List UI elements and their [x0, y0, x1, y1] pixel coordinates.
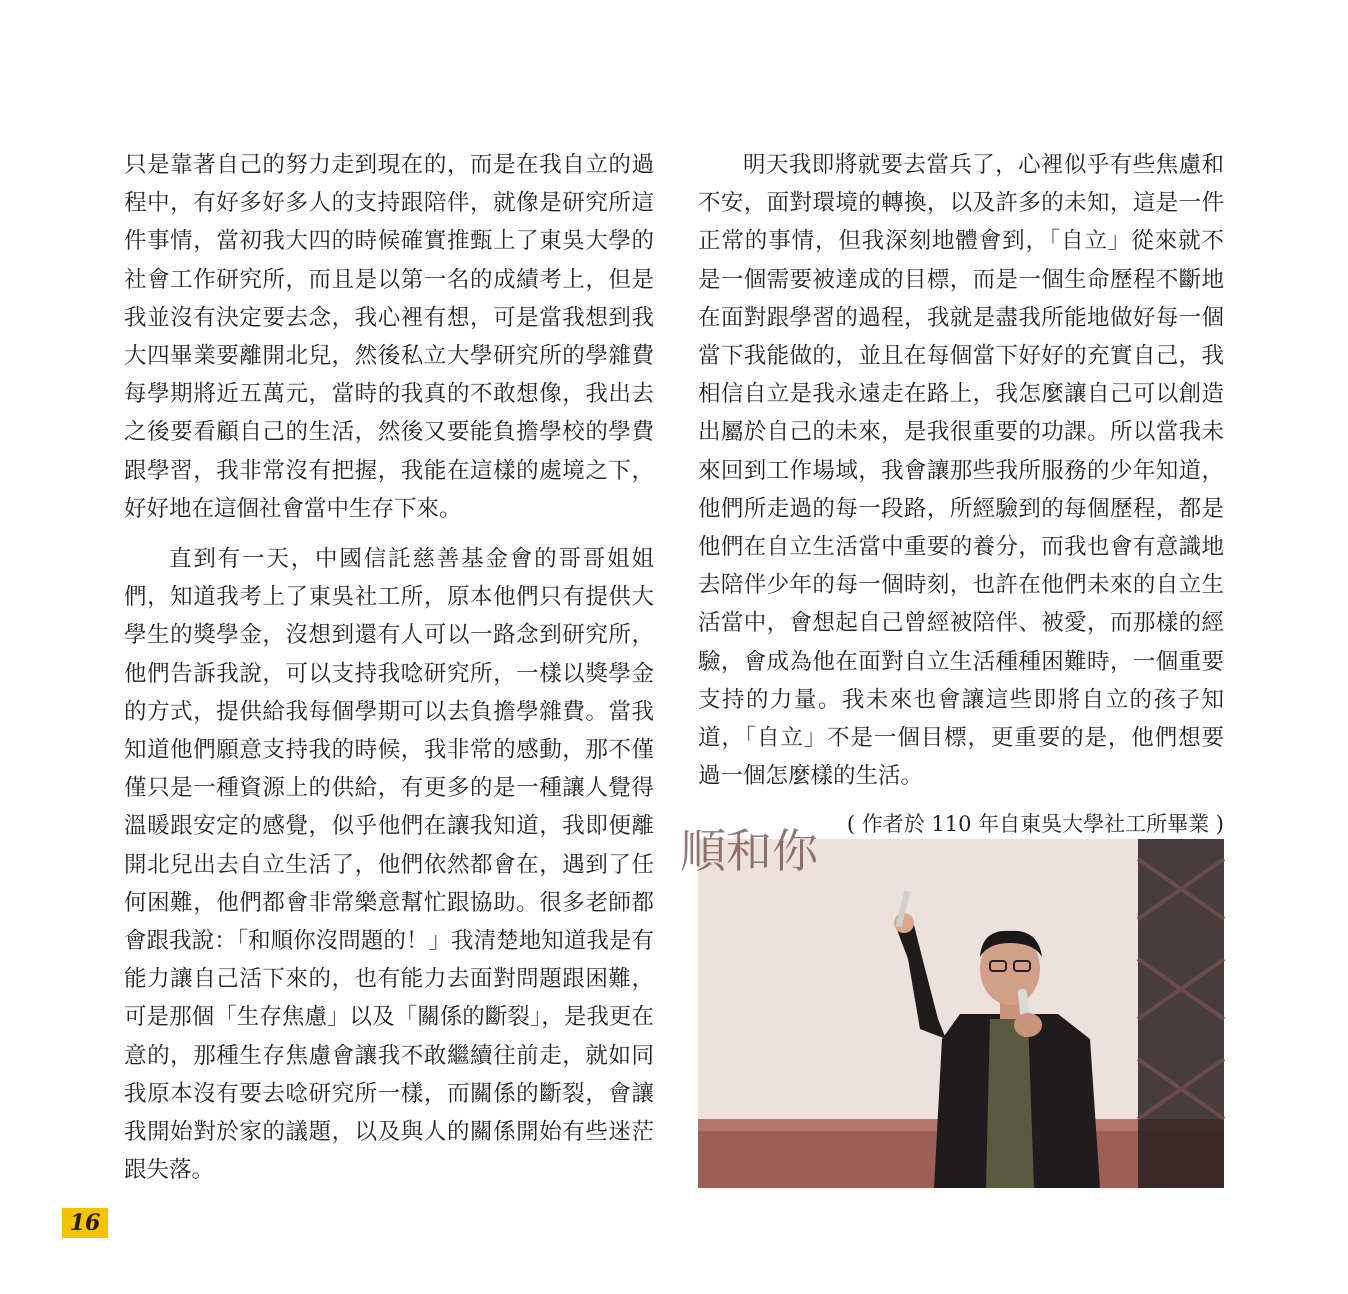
paragraph: 只是靠著自己的努力走到現在的，而是在我自立的過程中，有好多好多人的支持跟陪伴，就像是研究所這件事情，當初我大四的時候確實推甄上了東吳大學的社會工作研究所，而且是以第一名的成績考上，但是我並沒有決定要去念，我心裡有想，可是當我想到我大四畢業要離開北兒，然後私立大學研究所的學雜費每學期將近五萬元，當時的我真的不敢想像，我出去之後要看顧自己的生活，然後又要能負擔學校的學費跟學習，我非常沒有把握，我能在這樣的處境之下，好好地在這個社會當中生存下來。: [124, 152, 654, 522]
paragraph: 明天我即將就要去當兵了，心裡似乎有些焦慮和不安，面對環境的轉換，以及許多的未知，這是一件正常的事情，但我深刻地體會到，「自立」從來就不是一個需要被達成的目標，而是一個生命歷程不斷地在面對跟學習的過程，我就是盡我所能地做好每一個當下我能做的，並且在每個當下好好的充實自己，我相信自立是我永遠走在路上，我怎麼讓自己可以創造出屬於自己的未來，是我很重要的功課。所以當我未來回到工作場域，我會讓那些我所服務的少年知道，他們所走過的每一段路，所經驗到的每個歷程，都是他們在自立生活當中重要的養分，而我也會有意識地去陪伴少年的每一個時刻，也許在他們未來的自立生活當中，會想起自己曾經被陪伴、被愛，而那樣的經驗，會成為他在面對自立生活種種困難時，一個重要支持的力量。我未來也會讓這些即將自立的孩子知道，「自立」不是一個目標，更重要的是，他們想要過一個怎麼樣的生活。: [698, 152, 1224, 790]
page-number: 16: [62, 1208, 108, 1238]
paragraph: 直到有一天，中國信託慈善基金會的哥哥姐姐們，知道我考上了東吳社工所，原本他們只有提供大學生的獎學金，沒想到還有人可以一路念到研究所，他們告訴我說，可以支持我唸研究所，一樣以獎學金的方式，提供給我每個學期可以去負擔學雜費。當我知道他們願意支持我的時候，我非常的感動，那不僅僅只是一種資源上的供給，有更多的是一種讓人覺得溫暖跟安定的感覺，似乎他們在讓我知道，我即便離開北兒出去自立生活了，他們依然都會在，遇到了任何困難，他們都會非常樂意幫忙跟協助。很多老師都會跟我說：「和順你沒問題的！」我清楚地知道我是有能力讓自己活下來的，也有能力去面對問題跟困難，可是那個「生存焦慮」以及「關係的斷裂」，是我更在意的，那種生存焦慮會讓我不敢繼續往前走，就如同我原本沒有要去唸研究所一樣，而關係的斷裂，會讓我開始對於家的議題，以及與人的關係開始有些迷茫跟失落。: [124, 546, 654, 1184]
photo-banner-text: 順和你: [680, 824, 818, 878]
author-note: ( 作者於 110 年自東吳大學社工所畢業 ): [846, 812, 1224, 837]
right-column: [698, 146, 1224, 844]
left-column: [124, 146, 654, 1189]
